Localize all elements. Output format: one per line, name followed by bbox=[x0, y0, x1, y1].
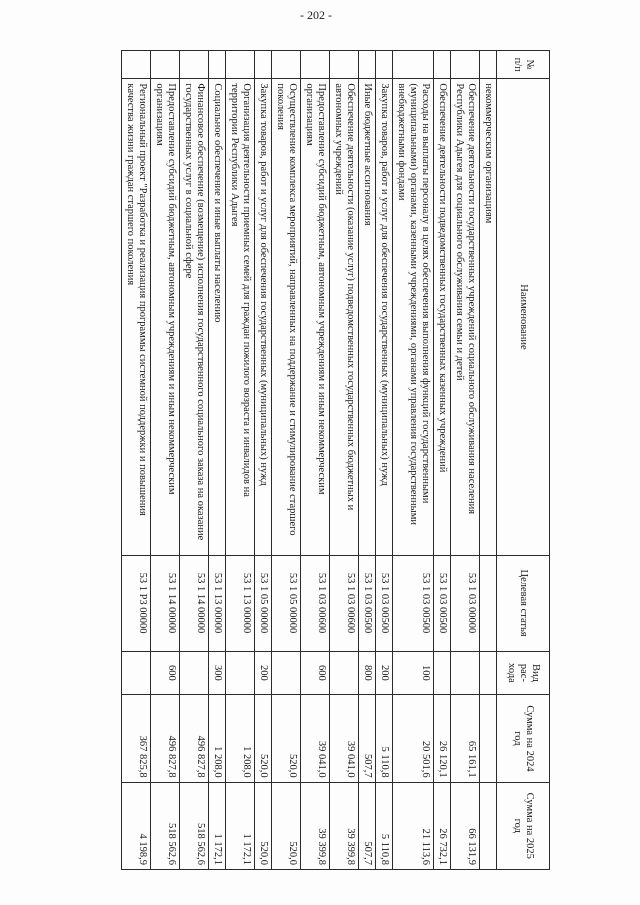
cell-number bbox=[330, 51, 359, 79]
cell-sum-2025: 1 172,1 bbox=[209, 782, 226, 869]
cell-kind: 800 bbox=[359, 651, 376, 695]
cell-sum-2024: 26 120,1 bbox=[434, 695, 451, 782]
cell-sum-2025: 39 399,8 bbox=[301, 782, 330, 869]
cell-number bbox=[359, 51, 376, 79]
cell-name: Обеспечение деятельности (оказание услуг) подведомственных государственных бюджетных и автономных учреждений bbox=[330, 79, 359, 555]
cell-name: Социальное обеспечение и иные выплаты населению bbox=[209, 79, 226, 555]
cell-kind: 600 bbox=[301, 651, 330, 695]
table-row bbox=[151, 51, 180, 870]
cell-sum-2024 bbox=[480, 695, 497, 782]
cell-article: 53 1 03 00500 bbox=[434, 555, 451, 651]
cell-kind bbox=[480, 651, 497, 695]
cell-article: 53 1 P3 00000 bbox=[122, 555, 151, 651]
cell-sum-2024: 39 041,0 bbox=[301, 695, 330, 782]
cell-name: Расходы на выплаты персоналу в целях обеспечения выполнения функций государственными (муниципальными) органами, казенными учреждениями, органами управления государственными внебюджетными фондами bbox=[393, 79, 434, 555]
cell-number bbox=[226, 51, 255, 79]
cell-kind: 200 bbox=[376, 651, 393, 695]
cell-sum-2024: 520,0 bbox=[272, 695, 301, 782]
cell-name: Организация деятельности приемных семей для граждан пожилого возраста и инвалидов на территории Республики Адыгея bbox=[226, 79, 255, 555]
cell-kind bbox=[226, 651, 255, 695]
table-row bbox=[122, 51, 151, 870]
header-number: № п/п bbox=[497, 51, 550, 79]
budget-table bbox=[121, 50, 550, 870]
page-number: - 202 - bbox=[300, 8, 332, 22]
cell-sum-2025: 507,7 bbox=[359, 782, 376, 869]
table-row bbox=[393, 51, 434, 870]
table-header-row bbox=[497, 51, 550, 870]
cell-article: 53 1 03 00500 bbox=[359, 555, 376, 651]
table-row bbox=[180, 51, 209, 870]
cell-sum-2025: 518 562,6 bbox=[180, 782, 209, 869]
cell-kind bbox=[451, 651, 480, 695]
cell-sum-2025: 520,0 bbox=[272, 782, 301, 869]
cell-article: 53 1 13 00000 bbox=[209, 555, 226, 651]
cell-name: Предоставление субсидий бюджетным, автономным учреждениям и иным некоммерческим организациям bbox=[151, 79, 180, 555]
cell-article: 53 1 03 00000 bbox=[451, 555, 480, 651]
cell-article: 53 1 14 00000 bbox=[151, 555, 180, 651]
cell-article: 53 1 14 00000 bbox=[180, 555, 209, 651]
table-row bbox=[451, 51, 480, 870]
cell-number bbox=[451, 51, 480, 79]
table-row bbox=[376, 51, 393, 870]
cell-name: Обеспечение деятельности государственных учреждений социального обслуживания населения Республики Адыгея для социального обслуживания семьи и детей bbox=[451, 79, 480, 555]
cell-sum-2024: 496 827,8 bbox=[151, 695, 180, 782]
cell-number bbox=[272, 51, 301, 79]
header-kind: Вид рас- хода bbox=[497, 651, 550, 695]
cell-name: Закупка товаров, работ и услуг для обеспечения государственных (муниципальных) нужд bbox=[255, 79, 272, 555]
cell-kind: 600 bbox=[151, 651, 180, 695]
cell-kind: 300 bbox=[209, 651, 226, 695]
cell-sum-2025 bbox=[480, 782, 497, 869]
cell-sum-2025: 5 110,8 bbox=[376, 782, 393, 869]
cell-sum-2024: 520,0 bbox=[255, 695, 272, 782]
cell-number bbox=[376, 51, 393, 79]
cell-number bbox=[209, 51, 226, 79]
cell-number bbox=[434, 51, 451, 79]
cell-sum-2025: 4 198,9 bbox=[122, 782, 151, 869]
cell-article bbox=[480, 555, 497, 651]
header-sum-2025: Сумма на 2025 год bbox=[497, 782, 550, 869]
cell-kind: 100 bbox=[393, 651, 434, 695]
table-row bbox=[255, 51, 272, 870]
table-row bbox=[272, 51, 301, 870]
cell-article: 53 1 03 00600 bbox=[330, 555, 359, 651]
cell-name: некоммерческим организациям bbox=[480, 79, 497, 555]
cell-kind bbox=[434, 651, 451, 695]
header-sum-2024: Сумма на 2024 год bbox=[497, 695, 550, 782]
cell-sum-2024: 367 825,8 bbox=[122, 695, 151, 782]
table-row bbox=[480, 51, 497, 870]
cell-sum-2024: 65 161,1 bbox=[451, 695, 480, 782]
cell-sum-2025: 1 172,1 bbox=[226, 782, 255, 869]
cell-kind bbox=[180, 651, 209, 695]
table-row bbox=[434, 51, 451, 870]
table-row bbox=[330, 51, 359, 870]
cell-number bbox=[301, 51, 330, 79]
cell-sum-2024: 496 827,8 bbox=[180, 695, 209, 782]
cell-number bbox=[480, 51, 497, 79]
cell-kind: 200 bbox=[255, 651, 272, 695]
cell-number bbox=[255, 51, 272, 79]
cell-sum-2024: 5 110,8 bbox=[376, 695, 393, 782]
cell-name: Региональный проект "Разработка и реализация программы системной поддержки и повышения качества жизни граждан старшего поколения bbox=[122, 79, 151, 555]
cell-sum-2024: 1 208,0 bbox=[226, 695, 255, 782]
table-row bbox=[226, 51, 255, 870]
cell-sum-2025: 520,0 bbox=[255, 782, 272, 869]
cell-number bbox=[180, 51, 209, 79]
table-row bbox=[209, 51, 226, 870]
cell-sum-2024: 1 208,0 bbox=[209, 695, 226, 782]
cell-article: 53 1 03 00600 bbox=[301, 555, 330, 651]
cell-number bbox=[122, 51, 151, 79]
table-row bbox=[359, 51, 376, 870]
cell-article: 53 1 13 00000 bbox=[226, 555, 255, 651]
cell-kind bbox=[330, 651, 359, 695]
cell-name: Иные бюджетные ассигнования bbox=[359, 79, 376, 555]
cell-name: Осуществление комплекса мероприятий, направленных на поддержание и стимулирование старшего поколения bbox=[272, 79, 301, 555]
cell-sum-2024: 507,7 bbox=[359, 695, 376, 782]
header-name: Наименование bbox=[497, 79, 550, 555]
cell-name: Финансовое обеспечение (возмещение) исполнения государственного социального заказа на оказание государственных услуг в социальной сфере bbox=[180, 79, 209, 555]
cell-sum-2025: 518 562,6 bbox=[151, 782, 180, 869]
cell-sum-2025: 21 113,6 bbox=[393, 782, 434, 869]
cell-article: 53 1 05 00000 bbox=[272, 555, 301, 651]
cell-sum-2025: 66 131,9 bbox=[451, 782, 480, 869]
cell-sum-2025: 26 732,1 bbox=[434, 782, 451, 869]
cell-name: Предоставление субсидий бюджетным, автономным учреждениям и иным некоммерческим организациям bbox=[301, 79, 330, 555]
cell-name: Обеспечение деятельности подведомственных государственных казенных учреждений bbox=[434, 79, 451, 555]
cell-kind bbox=[122, 651, 151, 695]
rotated-table-wrapper bbox=[90, 50, 550, 870]
cell-kind bbox=[272, 651, 301, 695]
cell-sum-2024: 39 041,0 bbox=[330, 695, 359, 782]
cell-sum-2025: 39 399,8 bbox=[330, 782, 359, 869]
header-article: Целевая статья bbox=[497, 555, 550, 651]
cell-article: 53 1 03 00500 bbox=[376, 555, 393, 651]
cell-name: Закупка товаров, работ и услуг для обеспечения государственных (муниципальных) нужд bbox=[376, 79, 393, 555]
table-row bbox=[301, 51, 330, 870]
cell-number bbox=[151, 51, 180, 79]
cell-sum-2024: 20 501,6 bbox=[393, 695, 434, 782]
cell-article: 53 1 03 00500 bbox=[393, 555, 434, 651]
cell-article: 53 1 05 00000 bbox=[255, 555, 272, 651]
cell-number bbox=[393, 51, 434, 79]
